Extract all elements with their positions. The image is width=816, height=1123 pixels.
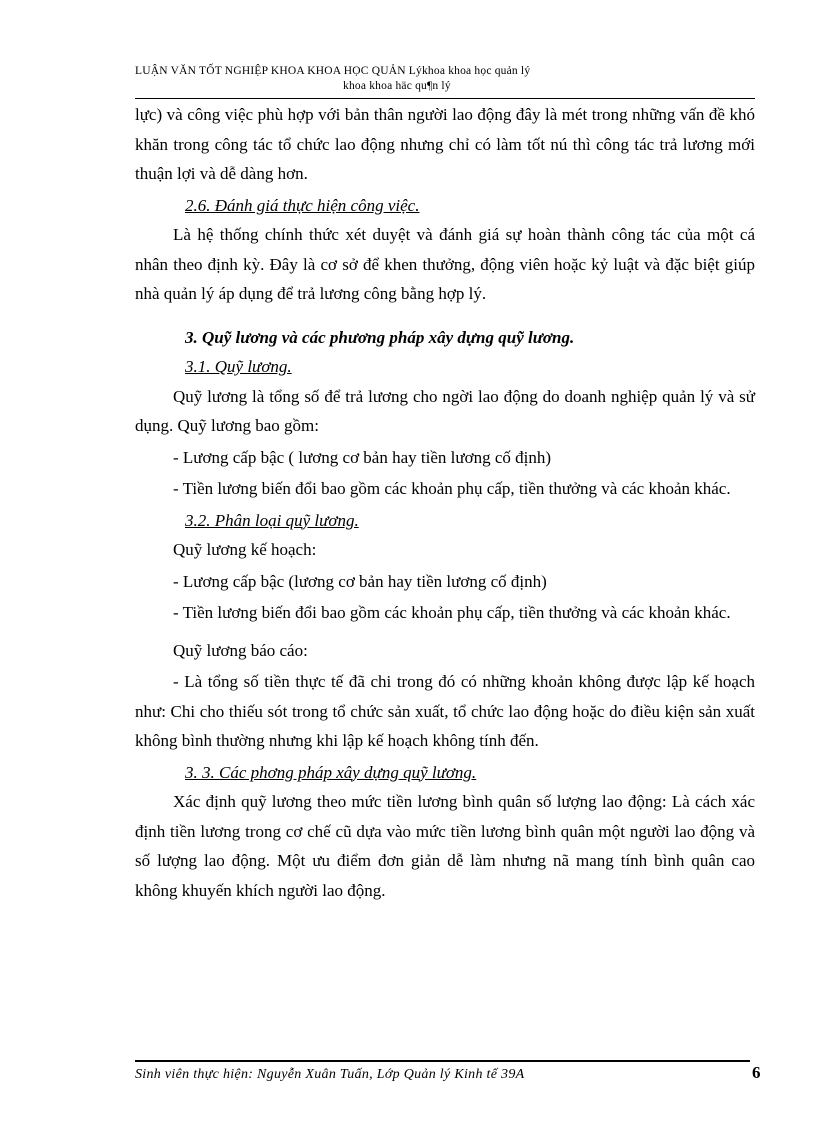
paragraph: Quỹ lương báo cáo: [173,640,308,660]
running-header [135,64,755,94]
paragraph: Là hệ thống chính thức xét duyệt và đánh giá sự hoàn thành công tác của một cá nhân theo định kỳ. Đây là cơ sở để khen thưởng, động viên hoặc kỷ luật và đặc biệt giúp nhà quản lý áp dụng để trả lương công bằng hợp lý. [135,225,755,303]
section-heading-3: 3. Quỹ lương và các phương pháp xây dựng quỹ lương. [185,327,575,347]
page-number: 6 [752,1063,761,1082]
header-divider [135,98,755,99]
document-body [135,100,755,905]
subsection-heading-3-2: 3.2. Phân loại quỹ lương. [185,510,359,530]
header-line-1: LUẬN VĂN TỐT NGHIỆP KHOA KHOA HỌC QUẢN Lýkhoa khoa học quản lý [135,65,531,77]
list-item: - Lương cấp bậc ( lương cơ bản hay tiền lương cố định) [173,447,551,467]
subsection-heading-3-1: 3.1. Quỹ lương. [185,357,292,376]
footer-divider [135,1060,750,1062]
footer-text: Sinh viên thực hiện: Nguyễn Xuân Tuấn, Lớp Quản lý Kinh tế 39A [135,1067,525,1082]
list-item: - Tiền lương biến đổi bao gồm các khoản phụ cấp, tiền thưởng và các khoản khác. [173,479,731,498]
subsection-heading-3-3: 3. 3. Các phơng pháp xây dựng quỹ lương. [185,762,477,782]
paragraph: lực) và công việc phù hợp với bản thân người lao động đây là mét trong những vấn đề khó khăn trong công tác tổ chức lao động nhưng chỉ có làm tốt nú thì công tác trả lương mới thuận lợi và dễ dàng hơn. [135,105,755,183]
paragraph: Quỹ lương kế hoạch: [173,540,317,559]
paragraph: Quỹ lương là tổng số để trả lương cho ngời lao động do doanh nghiệp quản lý và sử dụng. Quỹ lương bao gồm: [135,386,755,435]
paragraph: Xác định quỹ lương theo mức tiền lương bình quân số lượng lao động: Là cách xác định tiền lương trong cơ chế cũ dựa vào mức tiền lương bình quân một người lao động và số lượng lao động. Một ưu điểm đơn giản dễ làm nhưng nã mang tính bình quân cao không khuyến khích người lao động. [135,792,755,900]
subsection-heading-2-6: 2.6. Đánh giá thực hiện công việc. [185,195,420,215]
list-item: - Lương cấp bậc (lương cơ bản hay tiền lương cố định) [173,571,547,591]
list-item: - Là tổng số tiền thực tế đã chi trong đó có những khoản không được lập kế hoạch như: Chi cho thiếu sót trong tổ chức sản xuất, tổ chức lao động hoặc do điều kiện sản xuất không bình thường nhưng khi lập kế hoạch không tính đến. [135,672,755,750]
header-line-2: khoa khoa häc qu¶n lý [343,80,451,92]
list-item: - Tiền lương biến đổi bao gồm các khoản phụ cấp, tiền thưởng và các khoản khác. [173,603,731,622]
